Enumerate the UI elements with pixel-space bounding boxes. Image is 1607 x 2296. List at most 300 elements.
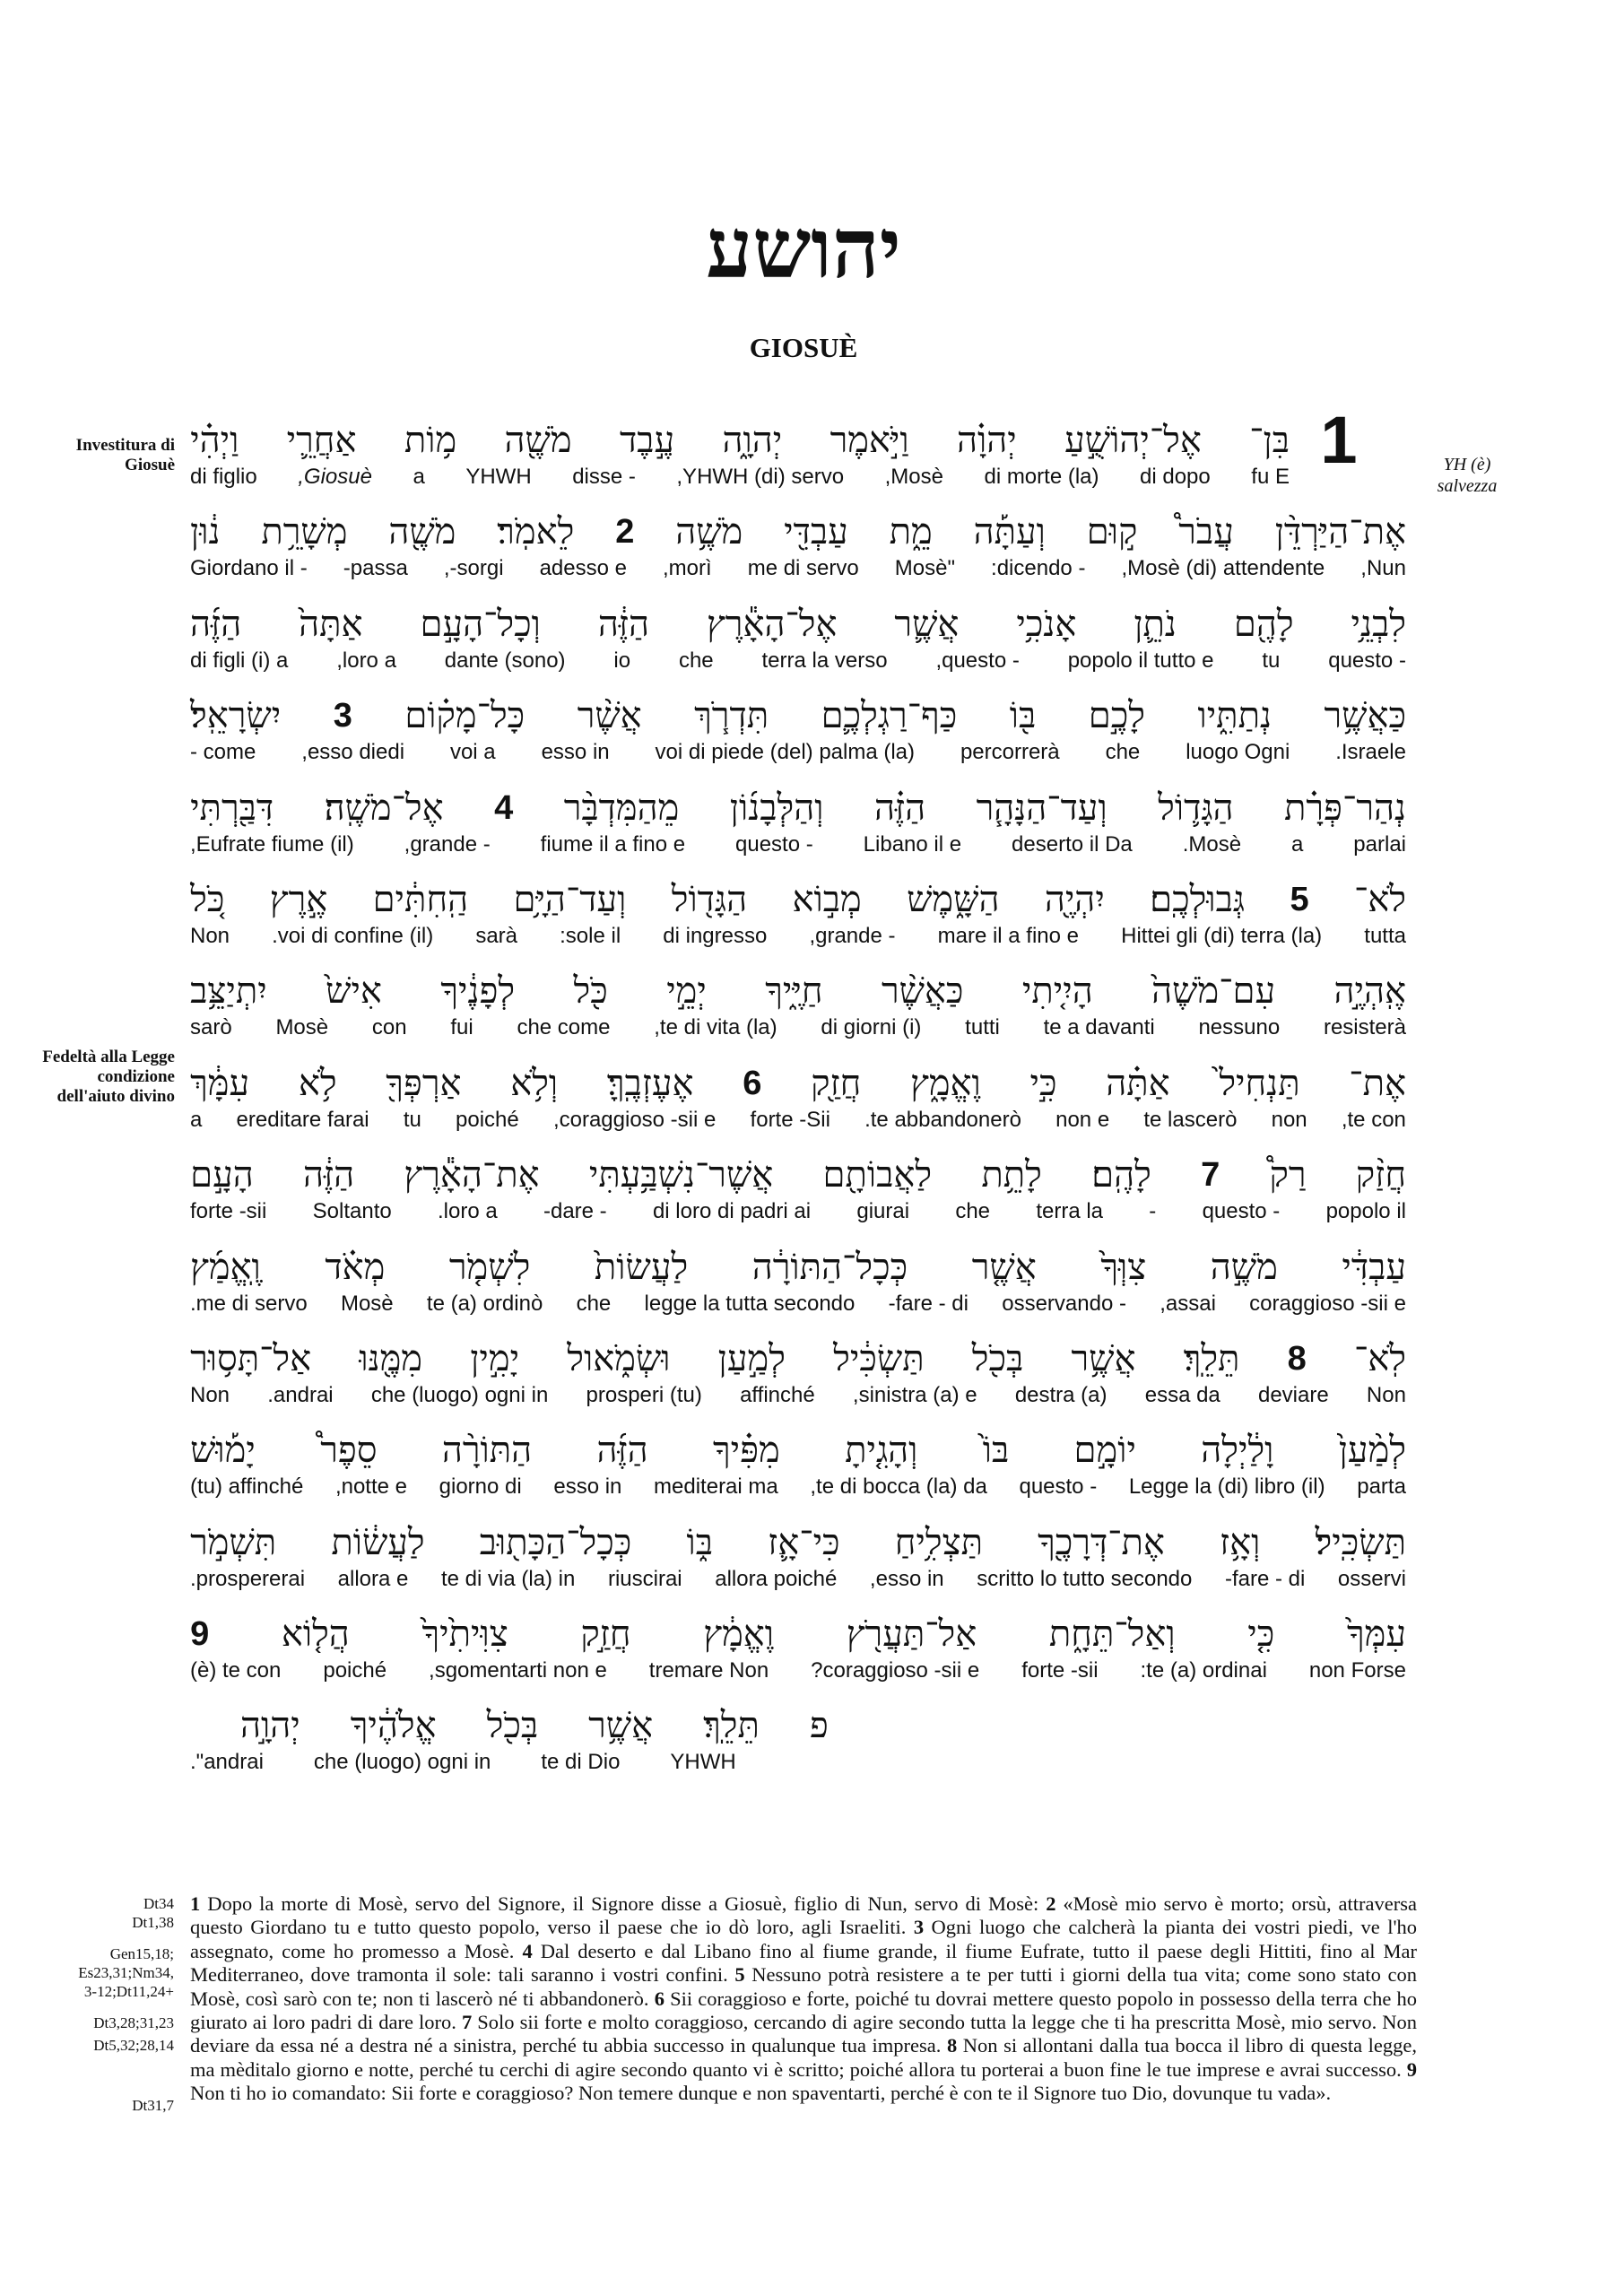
hebrew-word: עֲבֹר֩ [1178,511,1234,553]
italian-gloss: te di via (la) in [440,1566,576,1591]
verse-text: Non ti ho io comandato: Sii forte e coraggioso? Non temere dunque e non spaventarti, perché è con te il Signore tuo Dio, dovunque tu vada». [190,2082,1332,2105]
hebrew-word: לַעֲשׂוֹת֙ [594,1246,689,1288]
hebrew-word: לֹ֥א [298,1062,337,1104]
hebrew-word: וְעַתָּ֡ה [973,511,1046,553]
italian-gloss: :te (a) ordinai [1140,1658,1267,1683]
italian-gloss: con [371,1015,407,1040]
italian-gloss: .Mosè [1182,831,1242,857]
italian-gloss: adesso e [539,556,627,581]
hebrew-word: כִּ֣י [1029,1062,1057,1104]
italian-gloss: - come [190,740,256,765]
hebrew-line [190,1421,1406,1474]
hebrew-word: סֵפֶר֩ [320,1430,378,1472]
book-title-hebrew: יהושע [706,200,901,297]
italian-gloss: - [1149,1199,1157,1224]
italian-gloss: ,esso diedi [301,740,405,765]
verse-line [190,1329,1406,1421]
italian-gloss: terra la verso [761,648,888,673]
hebrew-word: אֶת־דְּרָכֶ֖ךָ [1038,1521,1165,1563]
verse-line [190,1513,1406,1605]
italian-gloss: ,sgomentarti non e [429,1658,607,1683]
verse-number: 6 [654,1987,665,2010]
hebrew-word: כִּ֤י [1247,1613,1275,1656]
italian-gloss-line [190,831,1406,859]
italian-gloss: a [190,1107,203,1132]
hebrew-word: מֵהַמִּדְבָּ֨ר [563,787,680,829]
italian-gloss: riuscirai [607,1566,682,1591]
italian-gloss: che [955,1199,991,1224]
hebrew-word: לֹֽא־ [1353,1337,1406,1379]
italian-gloss: te di Dio [541,1750,621,1775]
italian-gloss: che (luogo) ogni in [313,1750,491,1775]
italian-gloss: allora poiché [715,1566,838,1591]
italian-gloss: .voi di confine (il) [272,923,434,948]
italian-gloss: poiché [323,1658,387,1683]
hebrew-word: רַק֩ [1269,1154,1307,1196]
hebrew-word: וְעַד־הַנָּהָ֧ר [976,787,1108,829]
italian-gloss: ,grande - [809,923,896,948]
hebrew-line [190,1329,1406,1383]
italian-gloss: ,te di vita (la) [654,1015,777,1040]
italian-gloss: di figlio [190,465,257,489]
cross-reference: Dt34 [143,1895,174,1912]
verse-number: 7 [461,2011,473,2034]
italian-gloss: ,Nun [1360,556,1406,581]
italian-gloss: disse - [572,465,636,489]
italian-gloss: giurai [856,1199,910,1224]
italian-gloss: esso in [541,740,610,765]
hebrew-word: לֵאמֹֽר׃ [497,511,575,553]
italian-gloss: (tu) affinché [190,1474,304,1500]
italian-gloss-line [190,554,1406,583]
italian-gloss: terra la [1036,1199,1104,1224]
hebrew-line [190,411,1290,465]
hebrew-word: אֱלֹהֶ֔יךָ [350,1705,437,1747]
hebrew-word: הָיִ֤יתִי [1021,970,1093,1013]
verse-text: «Mosè mio servo è morto; orsù, attraversa questo Giordano tu e tutto questo popolo, verso il paese che io dò loro, agli Israeliti. [190,1892,1417,1939]
hebrew-word: עִם־מֹשֶׁה֙ [1151,970,1276,1013]
hebrew-word: לְמַ֨עַן֙ [1338,1430,1406,1472]
hebrew-word: יוֹמָ֣ם [1073,1430,1136,1472]
verse-number: 7 [1201,1156,1220,1195]
hebrew-word: וּשְׂמֹ֑אול [567,1337,671,1379]
hebrew-word: וְכָל־הָעָ֣ם [420,603,541,645]
italian-gloss: destra (a) [1014,1382,1108,1407]
hebrew-line [190,502,1406,556]
hebrew-word: תַּצְלִ֥יחַ [894,1521,983,1563]
italian-gloss: ?coraggioso -sii e [811,1658,980,1683]
hebrew-word: גְּבוּלְכֶֽם׃ [1150,878,1246,920]
hebrew-word: חֲזַ֣ק [580,1613,631,1656]
hebrew-word: בְּכֹ֖ל [486,1705,539,1747]
hebrew-word: יְמֵ֣י [666,970,707,1013]
hebrew-word: נ֔וּן [190,511,221,553]
hebrew-word: מִפִּ֗יךָ [712,1430,780,1472]
cross-reference: Dt31,7 [132,2097,174,2114]
italian-gloss: che come [517,1015,611,1040]
hebrew-word: וְלֹ֥א [510,1062,559,1104]
italian-gloss: ,morì [663,556,712,581]
italian-gloss: questo - [735,831,813,857]
italian-gloss: .te abbandonerò [864,1107,1021,1132]
hebrew-line [190,1605,1406,1658]
hebrew-word: הַזֶּ֔ה [597,603,650,645]
italian-gloss: di ingresso [663,923,768,948]
italian-gloss: non e [1055,1107,1110,1132]
hebrew-word: אַרְפְּךָ֖ [386,1062,462,1104]
hebrew-word: אִישׁ֙ [326,970,382,1013]
verse-line [190,1421,1406,1512]
hebrew-word: אֶעֶזְבֶֽךָּ׃ [606,1062,694,1104]
italian-gloss: fu E [1251,465,1290,489]
hebrew-word: וְעַד־הַיָּ֥ם [513,878,627,920]
verse-text: Sii coraggioso e forte, poiché tu dovrai mettere questo popolo in possesso della terra che ho giurato ai loro padri di dare loro. [190,1987,1417,2034]
italian-gloss: -dare - [543,1199,607,1224]
italian-gloss: affinché [740,1382,815,1407]
hebrew-word: בִּן־ [1249,420,1290,461]
verse-number: 8 [946,2034,958,2057]
hebrew-word: אַל־תַּעֲרֹ֖ץ [846,1613,977,1656]
italian-gloss: che [1105,740,1141,765]
verse-number: 9 [1406,2057,1417,2081]
hebrew-line [190,1054,1406,1108]
italian-gloss: che [576,1291,612,1316]
verse-number: 2 [615,513,635,552]
italian-gloss: non Forse [1308,1658,1406,1683]
hebrew-word: אֶל־הָאָ֕רֶץ [706,603,838,645]
italian-gloss-line [190,738,1406,767]
verse-number: 5 [734,1963,745,1987]
italian-gloss: ,te di bocca (la) da [810,1474,987,1500]
margin-note-fedelta: Fedeltà alla Legge condizione dell'aiuto divino [42,1048,175,1106]
hebrew-word: הַזֶּ֜ה [596,1430,648,1472]
italian-gloss: ,sinistra (a) e [852,1382,977,1407]
verse-line [190,502,1406,594]
hebrew-word: אֲשֶׁר־נִשְׁבַּ֥עְתִּי [588,1154,774,1196]
verse-line [190,961,1406,1053]
italian-gloss-line [190,1565,1406,1594]
italian-gloss: te lascerò [1143,1107,1238,1132]
verse-number: 9 [190,1615,210,1654]
italian-gloss: di loro di padri ai [652,1199,812,1224]
italian-gloss: -fare - di [888,1291,969,1316]
italian-gloss: ,questo - [935,648,1020,673]
hebrew-word: צִוְּךָ֙ [1100,1246,1147,1288]
italian-gloss: voi a [449,740,496,765]
hebrew-word: וָלַ֔יְלָה [1201,1430,1274,1472]
italian-gloss: a [1291,831,1304,857]
book-title-italian: GIOSUÈ [749,332,858,363]
italian-gloss: te (a) ordinò [426,1291,543,1316]
hebrew-word: מְשָׁרֵ֥ת [261,511,348,553]
verse-number: 8 [1287,1339,1307,1378]
verse-number: 4 [494,788,514,827]
cross-reference: 3-12;Dt11,24+ [83,1983,174,2000]
hebrew-word: אַל־תָּס֥וּר [190,1337,312,1379]
italian-gloss: di dopo [1140,465,1211,489]
verse-line [190,1145,1406,1237]
italian-gloss: che [678,648,714,673]
italian-translation [190,1892,1417,2106]
hebrew-word: ק֣וּם [1086,511,1138,553]
italian-gloss: di giorni (i) [821,1015,922,1040]
hebrew-word: תֵּלֵֽךְ׃ [703,1705,760,1747]
verse-line [190,1696,1406,1787]
italian-gloss: :dicendo - [991,556,1086,581]
italian-gloss-line [190,1657,1406,1685]
italian-gloss: osservi [1337,1566,1406,1591]
italian-gloss: scritto lo tutto secondo [977,1566,1193,1591]
italian-gloss: tutti [965,1015,1000,1040]
verse-line [190,778,1406,870]
hebrew-word: הַֽחִתִּ֔ים [372,878,469,920]
verse-line [190,686,1406,778]
verse-number: 3 [913,1916,925,1939]
hebrew-word: וְהַלְּבָנ֜וֹן [729,787,824,829]
italian-gloss: Non [190,923,230,948]
hebrew-word: לִשְׁמֹ֤ר [448,1246,531,1288]
hebrew-word: חֲזַ֨ק [1355,1154,1406,1196]
italian-gloss: ,loro a [336,648,396,673]
italian-gloss: te a davanti [1043,1015,1155,1040]
italian-gloss: ,-sorgi [443,556,504,581]
hebrew-word: בּ֑וֹ [686,1521,713,1563]
hebrew-word: אֶ֣רֶץ [269,878,328,920]
italian-gloss-line [190,463,1290,491]
hebrew-word: הַגָּד֛וֹל [1158,787,1234,829]
hebrew-word: כַּאֲשֶׁ֥ר [1324,695,1406,737]
italian-gloss: parlai [1353,831,1406,857]
verse-line [190,870,1406,961]
hebrew-word: מֹשֶׁ֖ה [388,511,456,553]
italian-gloss: a [413,465,425,489]
hebrew-word: כְּכָל־הַכָּת֖וּב [479,1521,632,1563]
verse-text: Non si allontani dalla tua bocca il libro di questa legge, ma mèditalo giorno e notte, perché tu cerchi di agire secondo quanto vi è scritto; poiché allora tu porterai a buon fine le tue imprese e avrai successo. [190,2034,1417,2081]
italian-gloss: popolo il tutto e [1067,648,1214,673]
hebrew-line [190,686,1406,740]
italian-gloss: ,YHWH (di) servo [676,465,845,489]
italian-gloss: questo - [1019,1474,1098,1500]
italian-gloss: Non [1366,1382,1406,1407]
hebrew-word: הַזֶּ֗ה [873,787,926,829]
italian-gloss: sarà [475,923,518,948]
hebrew-line [190,961,1406,1015]
verse-number: 5 [1290,880,1309,918]
hebrew-word: מ֥וֹת [404,420,457,461]
hebrew-word: תַּשְׂכִּֽיל׃ [1315,1521,1406,1563]
hebrew-word: אָנֹכִ֥י [1016,603,1077,645]
hebrew-line [190,595,1406,648]
hebrew-word: וֶאֱמָ֑ץ [910,1062,981,1104]
italian-gloss: tutta [1364,923,1406,948]
hebrew-word: אֶת־הַיַּרְדֵּ֨ן [1274,511,1406,553]
cross-reference: Dt1,38 [132,1914,174,1931]
hebrew-word: כִּי־אָ֛ז [768,1521,840,1563]
hebrew-word: הֲל֤וֹא [281,1613,350,1656]
italian-gloss: di morte (la) [984,465,1099,489]
hebrew-word: חֲזַ֖ק [811,1062,862,1104]
italian-gloss: mare il a fino e [937,923,1080,948]
hebrew-word: עַבְדִּ֖י [784,511,848,553]
italian-gloss: esso in [553,1474,622,1500]
hebrew-word: אֲשֶׁ֤ר [971,1246,1037,1288]
hebrew-word: אֶת־הָאָ֕רֶץ [404,1154,540,1196]
cross-reference: Dt5,32;28,14 [93,2037,174,2054]
hebrew-line [190,1145,1406,1199]
italian-gloss: -fare - di [1224,1566,1306,1591]
hebrew-word: בְּכֹ֖ל [971,1337,1024,1379]
verse-text: Solo sii forte e molto coraggioso, cercando di agire secondo tutta la legge che ti ha prescritta Mosè, mio servo. Non deviare da essa né a destra né a sinistra, perché tu abbia successo in qualunque tua impresa. [190,2011,1418,2057]
italian-gloss: YHWH [465,465,532,489]
hebrew-word: בּוֹ֙ [982,1430,1010,1472]
hebrew-word: וַיְהִ֗י [190,420,239,461]
italian-gloss-line [190,1748,1406,1777]
hebrew-word: נְתַתִּ֑יו [1197,695,1272,737]
chapter-number: 1 [1320,403,1358,477]
italian-gloss: Mosè [275,1015,329,1040]
italian-gloss: mediterai ma [654,1474,778,1500]
italian-gloss: di figli (i) a [190,648,289,673]
hebrew-word: לְפָנֶ֔יךָ [440,970,516,1013]
cross-reference: Gen15,18; [109,1945,174,1962]
verse-number: 4 [522,1939,533,1962]
hebrew-word: נֹתֵ֛ן [1134,603,1177,645]
italian-gloss-line [190,1473,1406,1501]
verse-number: 3 [333,697,352,735]
hebrew-word: וֶאֱמָ֔ץ [703,1613,775,1656]
italian-gloss: ,Mosè (di) attendente [1121,556,1325,581]
hebrew-word: עִמָּ֔ךְ [190,1062,250,1104]
hebrew-word: לִבְנֵ֥י [1351,603,1406,645]
italian-gloss: ereditare farai [236,1107,369,1132]
hebrew-word: מֵ֑ת [889,511,933,553]
hebrew-word: כַּאֲשֶׁ֨ר [881,970,964,1013]
hebrew-word: אֲשֶׁ֥ר [588,1705,654,1747]
italian-gloss: ,assai [1160,1291,1216,1316]
interlinear-text [190,411,1406,1788]
hebrew-word: צִוִּיתִ֙יךָ֙ [421,1613,508,1656]
hebrew-word: אַתָּ֗ה [1106,1062,1170,1104]
verse-text: Dal deserto e dal Libano fino al fiume grande, il fiume Eufrate, tutto il paese degli Hittiti, fino al Mar Mediterraneo, dove tramonta il sole: tali saranno i vostri confini. [190,1939,1417,1987]
hebrew-word: תִּדְרֹ֧ךְ [694,695,769,737]
hebrew-word: יִתְיַצֵּ֥ב [190,970,267,1013]
hebrew-word: כַּף־רַגְלְכֶ֛ם [821,695,958,737]
hebrew-word: לָתֵ֥ת [981,1154,1042,1196]
italian-gloss: .loro a [438,1199,498,1224]
italian-gloss: nessuno [1198,1015,1281,1040]
italian-gloss: -passa [343,556,408,581]
italian-gloss: Soltanto [312,1199,392,1224]
hebrew-word: נְהַר־פְּרָ֗ת [1284,787,1406,829]
hebrew-word: יְהוָ֣ה [240,1705,300,1747]
hebrew-word: וְהָגִ֤יתָ [845,1430,918,1472]
italian-gloss: .andrai [267,1382,334,1407]
hebrew-word: תֵּלֵֽךְ׃ [1183,1337,1240,1379]
hebrew-word: יְהוָ֗ה [957,420,1017,461]
italian-gloss: tu [1262,648,1281,673]
hebrew-word: עַבְדִּ֔י [1342,1246,1406,1288]
italian-gloss: essa da [1144,1382,1220,1407]
italian-gloss: non [1271,1107,1307,1132]
italian-gloss: ,notte e [334,1474,407,1500]
hebrew-word: וְאָ֥ז [1220,1521,1261,1563]
italian-gloss: popolo il [1325,1199,1406,1224]
italian-gloss: forte -Sii [750,1107,830,1132]
italian-gloss: me di servo [747,556,859,581]
italian-gloss: deserto il Da [1012,831,1133,857]
hebrew-word: אֶֽהְיֶ֣ה [1333,970,1406,1013]
italian-gloss: coraggioso -sii e [1249,1291,1406,1316]
hebrew-word: יְהוָ֑ה [722,420,783,461]
hebrew-word: עִמְּךָ֙ [1347,1613,1406,1656]
italian-gloss: voi di piede (del) palma (la) [655,740,916,765]
hebrew-word: אֶל־יְהוֹשֻׁ֣עַ [1064,420,1202,461]
italian-gloss: ,grande - [404,831,491,857]
hebrew-word: וַיֹּ֣אמֶר [830,420,909,461]
hebrew-word: יִשְׂרָאֵֽל׃ [190,695,282,737]
hebrew-word: אֲשֶׁ֨ר [577,695,642,737]
verse-number: 6 [743,1064,762,1102]
hebrew-word: בּ֖וֹ [1009,695,1037,737]
hebrew-word: לָכֶ֣ם [1088,695,1145,737]
verse-line [190,1054,1406,1145]
hebrew-word: אֶל־מֹשֶֽׁה׃ [324,787,444,829]
hebrew-line [190,870,1406,924]
verse-line [190,595,1406,686]
italian-gloss: giorno di [439,1474,522,1500]
verse-number: 1 [190,1892,201,1915]
hebrew-word: אֲשֶׁ֥ר [1071,1337,1136,1379]
hebrew-line [190,1696,1406,1750]
hebrew-word: לַעֲשׂ֔וֹת [331,1521,425,1563]
cross-reference: Es23,31;Nm34, [78,1964,174,1981]
verse-text: Ogni luogo che calcherà la pianta dei vostri piedi, ve l'ho assegnato, come ho promesso a Mosè. [190,1916,1417,1962]
italian-gloss: fiume il a fino e [540,831,686,857]
italian-gloss: ,esso in [869,1566,944,1591]
hebrew-word: וֶֽאֱמַ֜ץ [190,1246,261,1288]
italian-gloss: legge la tutta secondo [644,1291,856,1316]
italian-gloss: Mosè" [894,556,955,581]
hebrew-word: מִמֶּ֖נּוּ [359,1337,422,1379]
italian-gloss: .Israele [1335,740,1406,765]
italian-gloss: .me di servo [190,1291,308,1316]
italian-gloss: questo - [1328,648,1406,673]
verse-line [190,411,1290,502]
hebrew-word: הַזֶּ֔ה [302,1154,355,1196]
italian-gloss: osservando - [1002,1291,1126,1316]
italian-gloss: io [613,648,631,673]
italian-gloss: YHWH [670,1750,736,1775]
italian-gloss: deviare [1257,1382,1329,1407]
italian-gloss: tremare Non [648,1658,769,1683]
hebrew-word: כָּל־מָק֗וֹם [404,695,526,737]
italian-gloss: :sole il [560,923,621,948]
italian-gloss-line [190,1197,1406,1226]
italian-gloss: forte -sii [190,1199,267,1224]
hebrew-word: לָהֶ֖ם [1233,603,1294,645]
italian-gloss: ."andrai [190,1750,264,1775]
verse-number: 2 [1046,1892,1056,1915]
hebrew-word: מְאֹ֗ד [325,1246,386,1288]
hebrew-word: לֹא־ [1353,878,1406,920]
italian-gloss: allora e [337,1566,409,1591]
italian-gloss: ,te con [1341,1107,1406,1132]
hebrew-line [190,778,1406,832]
hebrew-word: חַיֶּ֑יךָ [765,970,823,1013]
italian-gloss: resisterà [1323,1015,1406,1040]
italian-gloss: dante (sono) [444,648,566,673]
hebrew-word: אֲשֶׁ֛ר [894,603,960,645]
